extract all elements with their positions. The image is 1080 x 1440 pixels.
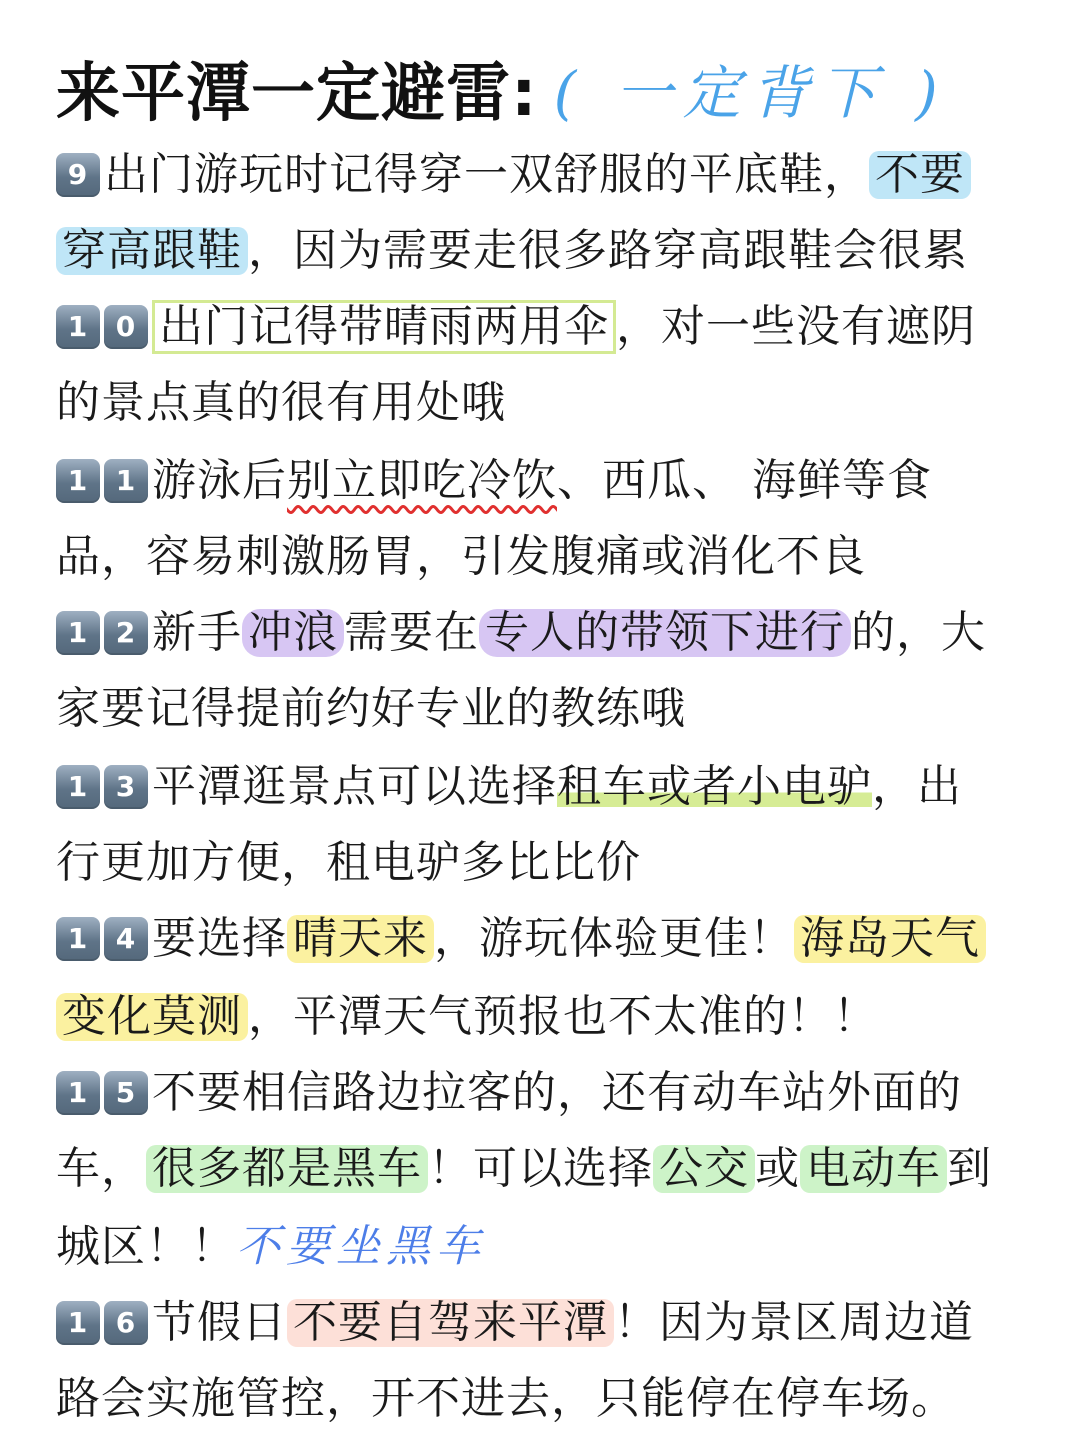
- tip-14-line-2: [56, 982, 878, 1052]
- number-badge: 1: [56, 305, 100, 349]
- tip-13-line-2: [56, 828, 641, 898]
- tip-11-line-2: [56, 522, 866, 592]
- tip-14-line-1: [56, 904, 986, 974]
- tip-text: ，游玩体验更佳！: [434, 913, 794, 964]
- tip-text: 新手: [152, 607, 242, 658]
- title-handwritten-note: ( 一定背下 ): [553, 59, 948, 127]
- tip-10-line-1: [56, 292, 976, 362]
- number-badge: 9: [56, 153, 100, 197]
- tip-9-line-1: [56, 140, 971, 210]
- tip-text: 不要相信路边拉客的，还有动车站外面的: [152, 1067, 962, 1118]
- tip-text: 行更加方便，租电驴多比比价: [56, 837, 641, 888]
- tip-text: 到: [947, 1143, 992, 1194]
- title-main: 来平潭一定避雷:: [56, 57, 538, 131]
- tip-16-line-1: [56, 1288, 974, 1358]
- tip-text: ，出: [872, 761, 962, 812]
- number-badge: 0: [104, 305, 148, 349]
- tip-text: 节假日: [152, 1297, 287, 1348]
- number-badge: 1: [56, 1301, 100, 1345]
- tip-text: 城区！！: [56, 1221, 236, 1272]
- tip-text: ！因为景区周边道: [614, 1297, 974, 1348]
- number-badge: 1: [56, 611, 100, 655]
- tip-15-line-1: [56, 1058, 962, 1128]
- tip-9-line-2: [56, 216, 968, 286]
- tip-text: 需要在: [344, 607, 479, 658]
- tip-11-line-1: [56, 446, 932, 516]
- number-badge: 1: [56, 1071, 100, 1115]
- tip-text: 家要记得提前约好专业的教练哦: [56, 683, 686, 734]
- highlight-purple: 专人的带领下进行: [479, 609, 851, 657]
- tip-12-line-1: [56, 598, 986, 668]
- highlight-yellow: 变化莫测: [56, 993, 248, 1041]
- tip-text: 平潭逛景点可以选择: [152, 761, 557, 812]
- number-badge: 5: [104, 1071, 148, 1115]
- tip-text: ，平潭天气预报也不太准的！！: [248, 991, 878, 1042]
- number-badge: 1: [56, 459, 100, 503]
- highlight-green: 很多都是黑车: [146, 1145, 428, 1193]
- tip-text: 要选择: [152, 913, 287, 964]
- highlight-green: 公交: [653, 1145, 755, 1193]
- tip-16-line-2: [56, 1364, 956, 1434]
- highlight-yellow: 海岛天气: [794, 915, 986, 963]
- tip-15-line-3: [56, 1212, 486, 1282]
- page-title: [56, 40, 948, 136]
- tip-text: 出门游玩时记得穿一双舒服的平底鞋，: [104, 149, 869, 200]
- tip-text: 的景点真的很有用处哦: [56, 377, 506, 428]
- highlight-blue: 不要: [869, 151, 971, 199]
- highlight-blue: 穿高跟鞋: [56, 227, 248, 275]
- tip-text: ！可以选择: [428, 1143, 653, 1194]
- tip-text: 路会实施管控，开不进去，只能停在停车场。: [56, 1373, 956, 1424]
- tip-text: ，因为需要走很多路穿高跟鞋会很累: [248, 225, 968, 276]
- highlight-underline-green: 租车或者小电驴: [557, 761, 872, 812]
- number-badge: 6: [104, 1301, 148, 1345]
- tip-text: 、西瓜、 海鲜等食: [557, 455, 932, 506]
- highlight-red: 不要自驾来平潭: [287, 1299, 614, 1347]
- highlight-purple: 冲浪: [242, 609, 344, 657]
- highlight-yellow: 晴天来: [287, 915, 434, 963]
- number-badge: 1: [56, 917, 100, 961]
- tip-10-line-2: [56, 368, 506, 438]
- tip-text: 或: [755, 1143, 800, 1194]
- number-badge: 1: [56, 765, 100, 809]
- tip-15-line-2: [56, 1134, 992, 1204]
- tip-text: ，对一些没有遮阴: [616, 301, 976, 352]
- number-badge: 4: [104, 917, 148, 961]
- handwritten-note: 不要坐黑车: [236, 1221, 486, 1272]
- tip-13-line-1: [56, 752, 962, 822]
- tip-text: 的，大: [851, 607, 986, 658]
- tip-text: 品，容易刺激肠胃，引发腹痛或消化不良: [56, 531, 866, 582]
- tip-12-line-2: [56, 674, 686, 744]
- number-badge: 1: [104, 459, 148, 503]
- wavy-underline-text: 别立即吃冷饮: [287, 455, 557, 506]
- number-badge: 2: [104, 611, 148, 655]
- tip-text: 车，: [56, 1143, 146, 1194]
- highlight-green: 电动车: [800, 1145, 947, 1193]
- number-badge: 3: [104, 765, 148, 809]
- tip-text: 游泳后: [152, 455, 287, 506]
- highlight-box: 出门记得带晴雨两用伞: [152, 300, 616, 354]
